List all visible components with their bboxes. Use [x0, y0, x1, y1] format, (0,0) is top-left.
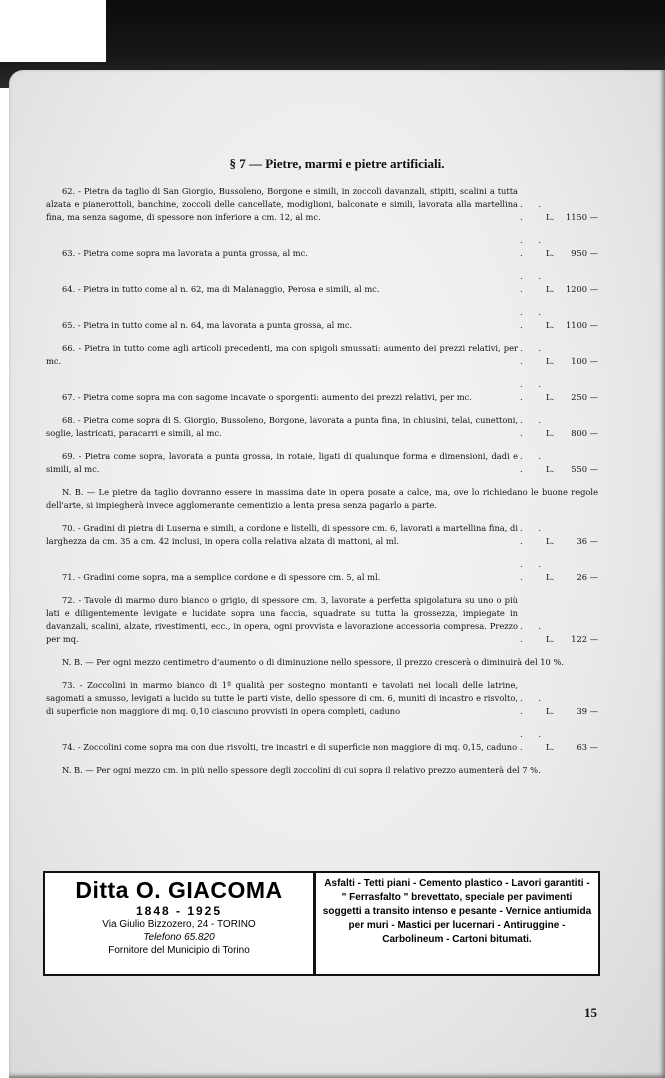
price-entry — [46, 342, 598, 368]
entry-price — [546, 247, 598, 260]
entry-price — [546, 319, 598, 332]
currency-label: L. — [546, 392, 555, 402]
entry-price — [546, 355, 598, 368]
entry-price — [546, 283, 598, 296]
entry-note: N. B. — Le pietre da taglio dovranno essere in massima date in opera posate a calce, ma, ove lo richiedano le buone regole dell'arte, si impiegherà invece agglomerante cementizio a lenta presa senza pagarlo a parte. — [46, 487, 598, 510]
entry-description: 68. - Pietra come sopra di S. Giorgio, Bussoleno, Borgone, lavorata a punta fina, in chiusini, telai, cunettoni, soglie, lastricati, paracarri e simili, al mc. — [46, 415, 518, 438]
scan-corner — [0, 0, 106, 62]
currency-label: L. — [546, 428, 555, 438]
entry-price — [546, 705, 598, 718]
entry-price — [546, 741, 598, 754]
entry-price — [546, 535, 598, 548]
currency-label: L. — [546, 536, 555, 546]
entry-price — [546, 211, 598, 224]
price-amount: 26 — — [576, 572, 598, 582]
company-years: 1848 - 1925 — [135, 904, 223, 918]
price-entry — [46, 234, 598, 260]
advertiser-info — [45, 873, 316, 974]
entry-description: 70. - Gradini di pietra di Luserna e simili, a cordone e listelli, di spessore cm. 6, lavorati a martellina fina, di larghezza da cm. 35 a cm. 42 inclusi, in opera colla relativa alzata di mattoni, al ml. — [46, 523, 518, 546]
price-amount: 100 — — [571, 356, 598, 366]
currency-label: L. — [546, 356, 555, 366]
entry-price — [546, 463, 598, 476]
advertisement-box — [43, 871, 600, 976]
currency-label: L. — [546, 572, 555, 582]
currency-label: L. — [546, 320, 555, 330]
entry-price — [546, 571, 598, 584]
currency-label: L. — [546, 248, 555, 258]
price-entry — [46, 522, 598, 548]
entry-description: 69. - Pietra come sopra, lavorata a punta grossa, in rotaie, ligati di qualunque forma e dimensioni, dadi e simili, al mc. — [46, 451, 518, 474]
dot-leader: . . . — [520, 415, 544, 438]
entry-description: 62. - Pietra da taglio di San Giorgio, Bussoleno, Borgone e simili, in zoccoli davanzali, stipiti, scalini a tutta alzata e pianerottoli, banchine, zoccoli delle cancellate, modiglioni, balconate e simili, lavorata alla martellina fina, ma senza sagome, di spessore non inferiore a cm. 12, al mc. — [46, 186, 518, 222]
price-entry — [46, 594, 598, 646]
dot-leader: . . . — [520, 343, 544, 366]
entry-description: 63. - Pietra come sopra ma lavorata a punta grossa, al mc. — [62, 248, 308, 258]
currency-label: L. — [546, 212, 555, 222]
dot-leader: . . . — [520, 559, 544, 582]
currency-label: L. — [546, 706, 555, 716]
price-entry — [46, 378, 598, 404]
dot-leader: . . . — [520, 307, 544, 330]
dot-leader: . . . — [520, 729, 544, 752]
section-heading: § 7 — Pietre, marmi e pietre artificiali. — [229, 156, 445, 171]
price-entry — [46, 185, 598, 224]
dot-leader: . . . — [520, 235, 544, 258]
price-entry — [46, 306, 598, 332]
price-amount: 1200 — — [565, 284, 598, 294]
entry-price — [546, 391, 598, 404]
entry-note: N. B. — Per ogni mezzo centimetro d'aumento o di diminuzione nello spessore, il prezzo crescerà o diminuirà del 10 %. — [62, 657, 564, 667]
entry-price — [546, 427, 598, 440]
price-amount: 36 — — [576, 536, 598, 546]
price-amount: 250 — — [571, 392, 598, 402]
price-amount: 63 — — [576, 742, 598, 752]
entry-price — [546, 633, 598, 646]
entry-description: 65. - Pietra in tutto come al n. 64, ma lavorata a punta grossa, al mc. — [62, 320, 353, 330]
price-amount: 122 — — [571, 634, 598, 644]
entry-description: 66. - Pietra in tutto come agli articoli precedenti, ma con spigoli smussati: aumento dei prezzi relativi, per mc. — [46, 343, 518, 366]
price-amount: 800 — — [571, 428, 598, 438]
dot-leader: . . . — [520, 693, 544, 716]
entry-description: 74. - Zoccolini come sopra ma con due risvolti, tre incastri e di superficie non maggiore di mq. 0,15, caduno — [62, 742, 518, 752]
dot-leader: . . . — [520, 523, 544, 546]
entry-description: 67. - Pietra come sopra ma con sagome incavate o sporgenti: aumento dei prezzi relativi, per mc. — [62, 392, 472, 402]
entry-note: N. B. — Per ogni mezzo cm. in più nello spessore degli zoccolini di cui sopra il relativo prezzo aumenterà del 7 %. — [62, 765, 541, 775]
dot-leader: . . . — [520, 379, 544, 402]
company-products: Asfalti - Tetti piani - Cemento plastico - Lavori garantiti - " Ferrasfalto " brevettato, speciale per pavimenti soggetti a transito intenso e pesante - Vernice antiumida per muri - Mastici per lucernari - Antiruggine - Carbolineum - Cartoni bitumati. — [322, 878, 592, 945]
price-amount: 1150 — — [565, 212, 598, 222]
dot-leader: . . . — [520, 621, 544, 644]
page-number: 15 — [584, 1005, 597, 1020]
price-amount: 550 — — [571, 464, 598, 474]
price-entry — [46, 728, 598, 754]
price-amount: 39 — — [576, 706, 598, 716]
price-entry — [46, 558, 598, 584]
company-phone: Telefono 65.820 — [143, 932, 215, 943]
dot-leader: . . . — [520, 199, 544, 222]
currency-label: L. — [546, 464, 555, 474]
dot-leader: . . . — [520, 271, 544, 294]
price-entry — [46, 450, 598, 476]
entry-description: 64. - Pietra in tutto come al n. 62, ma di Malanaggio, Perosa e simili, al mc. — [62, 284, 380, 294]
price-entry — [46, 270, 598, 296]
entry-description: 72. - Tavole di marmo duro bianco o grigio, di spessore cm. 3, lavorate a perfetta spigolatura su uno o più lati e diligentemente levigate e lucidate sopra una faccia, squadrate su tutta la grossezza, impiegate in davanzali, scalini, alzate, rivestimenti, ecc., in opera, ogni provvista e lavorazione accessoria compresa. Prezzo per mq. — [46, 595, 518, 644]
company-address: Via Giulio Bizzozero, 24 - TORINO — [102, 919, 256, 930]
entry-description: 73. - Zoccolini in marmo bianco di 1ª qualità per sostegno montanti e tavolati nei locali delle latrine, sagomati a smusso, levigati a lucido su tutte le parti viste, dello spessore di cm. 6, muniti di incastro e risvolto, di superficie non maggiore di mq. 0,10 ciascuno provvisti in opera completi, caduno — [46, 680, 518, 716]
price-entry — [46, 414, 598, 440]
price-list — [46, 185, 598, 787]
currency-label: L. — [546, 742, 555, 752]
company-name: Ditta O. GIACOMA — [75, 877, 283, 903]
price-amount: 1100 — — [565, 320, 598, 330]
price-entry — [46, 679, 598, 718]
entry-description: 71. - Gradini come sopra, ma a semplice cordone e di spessore cm. 5, al ml. — [62, 572, 381, 582]
currency-label: L. — [546, 284, 555, 294]
company-supplier-note: Fornitore del Municipio di Torino — [108, 945, 250, 956]
currency-label: L. — [546, 634, 555, 644]
price-amount: 950 — — [571, 248, 598, 258]
dot-leader: . . . — [520, 451, 544, 474]
